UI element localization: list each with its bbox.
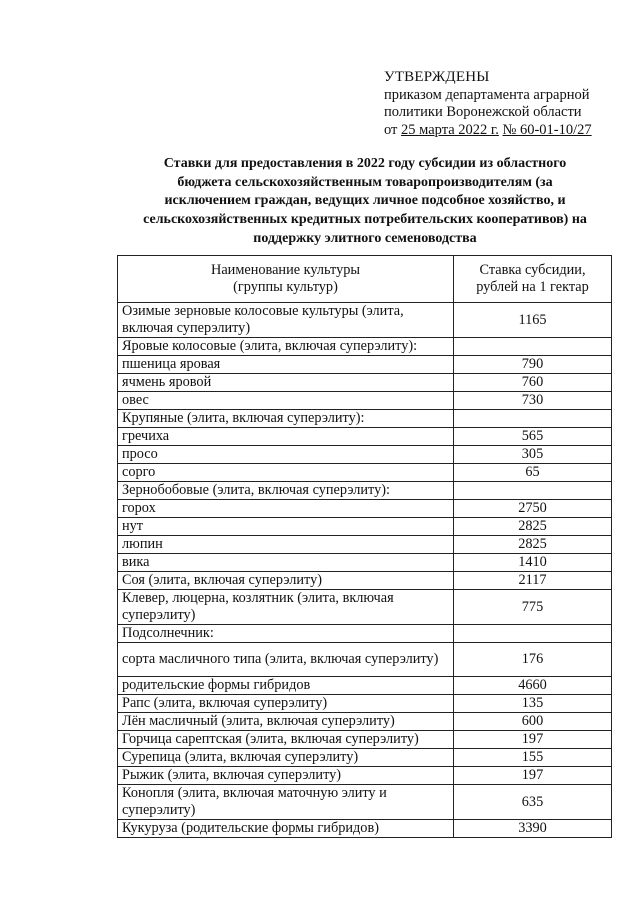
rate-value: [454, 482, 612, 500]
rate-value: 155: [454, 749, 612, 767]
crop-name: гречиха: [118, 428, 454, 446]
crop-name: Рапс (элита, включая суперэлиту): [118, 695, 454, 713]
table-row: [118, 446, 612, 464]
crop-group-name: Крупяные (элита, включая суперэлиту):: [118, 410, 454, 428]
table-row: [118, 713, 612, 731]
rate-value: 4660: [454, 677, 612, 695]
rate-value: 760: [454, 374, 612, 392]
rate-value: [454, 625, 612, 643]
approval-order-number: № 60-01-10/27: [502, 121, 592, 138]
crop-name: просо: [118, 446, 454, 464]
table-row: [118, 625, 612, 643]
crop-name: Кукуруза (родительские формы гибридов): [118, 820, 454, 838]
table-row: [118, 731, 612, 749]
subsidy-rates-table: [117, 255, 612, 838]
rate-value: [454, 338, 612, 356]
crop-name: Лён масличный (элита, включая суперэлиту): [118, 713, 454, 731]
rate-value: 790: [454, 356, 612, 374]
table-row: [118, 643, 612, 677]
document-title: [120, 155, 610, 249]
header-rate: [454, 256, 612, 303]
rate-value: 2825: [454, 536, 612, 554]
rate-value: 65: [454, 464, 612, 482]
table-row: [118, 303, 612, 338]
rate-value: 600: [454, 713, 612, 731]
rate-value: 176: [454, 643, 612, 677]
table-header-row: [118, 256, 612, 303]
table-row: [118, 677, 612, 695]
crop-group-name: Зернобобовые (элита, включая суперэлиту):: [118, 482, 454, 500]
rate-value: 197: [454, 767, 612, 785]
document-title-line: сельскохозяйственных кредитных потребительских кооперативов) на: [143, 212, 587, 228]
table-row: [118, 392, 612, 410]
crop-group-name: Подсолнечник:: [118, 625, 454, 643]
approval-block: [384, 69, 624, 139]
table-row: [118, 785, 612, 820]
crop-name: вика: [118, 554, 454, 572]
rate-value: 565: [454, 428, 612, 446]
rate-value: 305: [454, 446, 612, 464]
approval-line-2: политики Воронежской области: [384, 104, 582, 120]
table-row: [118, 482, 612, 500]
approval-date-prefix: от: [384, 121, 402, 138]
table-row: [118, 572, 612, 590]
rate-value: [454, 410, 612, 428]
crop-name: нут: [118, 518, 454, 536]
header-crop-name-line: Наименование культуры: [211, 262, 360, 278]
rate-value: 635: [454, 785, 612, 820]
header-crop-name-line: (группы культур): [233, 279, 338, 295]
table-row: [118, 428, 612, 446]
rate-value: 3390: [454, 820, 612, 838]
table-row: [118, 554, 612, 572]
table-row: [118, 749, 612, 767]
document-title-line: Ставки для предоставления в 2022 году субсидии из областного: [163, 156, 567, 171]
document-title-line: поддержку элитного семеноводства: [253, 230, 477, 246]
table-row: [118, 590, 612, 625]
crop-name: Рыжик (элита, включая суперэлиту): [118, 767, 454, 785]
document-title-line: бюджета сельскохозяйственным товаропроизводителям (за: [177, 174, 553, 190]
crop-name: сорта масличного типа (элита, включая суперэлиту): [118, 643, 454, 677]
crop-name: люпин: [118, 536, 454, 554]
table-row: [118, 374, 612, 392]
table-row: [118, 695, 612, 713]
table-row: [118, 518, 612, 536]
rate-value: 1410: [454, 554, 612, 572]
table-row: [118, 500, 612, 518]
crop-name: Клевер, люцерна, козлятник (элита, включая суперэлиту): [118, 590, 454, 625]
approval-date: 25 марта 2022 г.: [401, 121, 499, 138]
rate-value: 2825: [454, 518, 612, 536]
table-row: [118, 464, 612, 482]
table-row: [118, 536, 612, 554]
header-rate-line: Ставка субсидии,: [479, 262, 586, 278]
crop-name: овес: [118, 392, 454, 410]
table-row: [118, 820, 612, 838]
crop-name: ячмень яровой: [118, 374, 454, 392]
crop-name: пшеница яровая: [118, 356, 454, 374]
crop-name: родительские формы гибридов: [118, 677, 454, 695]
table-row: [118, 767, 612, 785]
crop-name: Соя (элита, включая суперэлиту): [118, 572, 454, 590]
header-rate-line: рублей на 1 гектар: [476, 279, 589, 295]
rate-value: 775: [454, 590, 612, 625]
rate-value: 197: [454, 731, 612, 749]
rate-value: 135: [454, 695, 612, 713]
approval-line-3: [384, 122, 624, 140]
approval-line-1: приказом департамента аграрной: [384, 86, 590, 103]
table-row: [118, 410, 612, 428]
crop-name: Конопля (элита, включая маточную элиту и суперэлиту): [118, 785, 454, 820]
crop-name: Сурепица (элита, включая суперэлиту): [118, 749, 454, 767]
rate-value: 2117: [454, 572, 612, 590]
rate-value: 730: [454, 392, 612, 410]
rate-value: 1165: [454, 303, 612, 338]
approval-title: УТВЕРЖДЕНЫ: [384, 69, 490, 85]
table-row: [118, 338, 612, 356]
rate-value: 2750: [454, 500, 612, 518]
crop-name: горох: [118, 500, 454, 518]
document-title-line: исключением граждан, ведущих личное подсобное хозяйство, и: [164, 193, 566, 209]
table-row: [118, 356, 612, 374]
header-crop-name: [118, 256, 454, 303]
crop-name: Озимые зерновые колосовые культуры (элита, включая суперэлиту): [118, 303, 454, 338]
crop-name: сорго: [118, 464, 454, 482]
crop-group-name: Яровые колосовые (элита, включая суперэлиту):: [118, 338, 454, 356]
crop-name: Горчица сарептская (элита, включая суперэлиту): [118, 731, 454, 749]
